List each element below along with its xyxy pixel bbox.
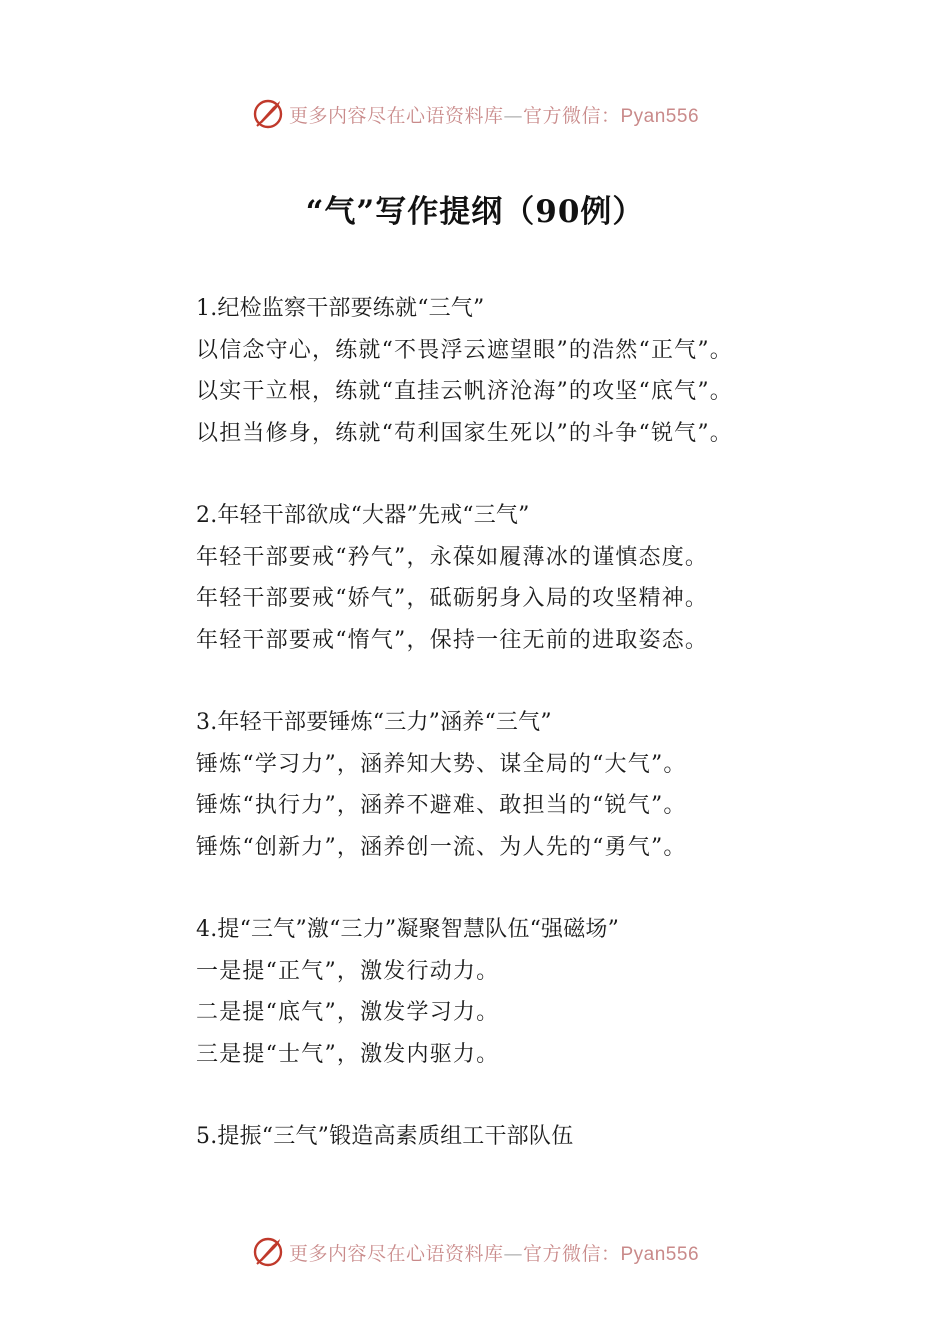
section-line: 年轻干部要戒“娇气”，砥砺躬身入局的攻坚精神。	[196, 586, 709, 611]
footer-banner-text	[289, 1239, 699, 1266]
section-line: 二是提“底气”，激发学习力。	[196, 1000, 500, 1025]
section-line: 以实干立根，练就“直挂云帆济沧海”的攻坚“底气”。	[196, 379, 733, 404]
header-banner-content	[251, 97, 699, 131]
section-5	[196, 1116, 896, 1158]
section-line: 年轻干部要戒“矜气”，永葆如履薄冰的谨慎态度。	[196, 544, 709, 570]
header-banner-text	[289, 101, 699, 128]
section-4	[196, 909, 896, 1075]
section-heading: 3.年轻干部要锤炼“三力”涵养“三气”	[196, 710, 552, 735]
banner-handle: Pyan556	[620, 105, 700, 127]
banner-separator: —	[503, 104, 523, 127]
section-line: 以担当修身，练就“苟利国家生死以”的斗争“锐气”。	[196, 420, 733, 446]
section-line: 年轻干部要戒“惰气”，保持一往无前的进取姿态。	[196, 627, 709, 653]
quill-logo-icon	[251, 1235, 285, 1269]
section-heading: 1.纪检监察干部要练就“三气”	[196, 296, 485, 321]
section-2	[196, 495, 896, 661]
section-line: 以信念守心，练就“不畏浮云遮望眼”的浩然“正气”。	[196, 337, 733, 363]
document-body	[196, 288, 896, 1199]
section-heading: 5.提振“三气”锻造高素质组工干部队伍	[196, 1124, 574, 1149]
banner-separator: —	[503, 1242, 523, 1265]
section-line: 一是提“正气”，激发行动力。	[196, 958, 500, 984]
section-line: 锤炼“执行力”，涵养不避难、敢担当的“锐气”。	[196, 793, 687, 818]
footer-banner-content	[251, 1235, 699, 1269]
banner-handle: Pyan556	[620, 1243, 700, 1265]
banner-suffix: 官方微信：	[522, 1242, 621, 1265]
banner-main-text: 更多内容尽在心语资料库	[288, 104, 504, 127]
quill-logo-icon	[251, 97, 285, 131]
document-title: “气”写作提纲（90例）	[305, 194, 645, 230]
footer-banner	[0, 1232, 950, 1272]
section-line: 锤炼“创新力”，涵养创一流、为人先的“勇气”。	[196, 834, 687, 860]
section-heading: 2.年轻干部欲成“大器”先戒“三气”	[196, 503, 530, 528]
section-line: 锤炼“学习力”，涵养知大势、谋全局的“大气”。	[196, 751, 687, 777]
section-3	[196, 702, 896, 868]
banner-main-text: 更多内容尽在心语资料库	[288, 1242, 504, 1265]
banner-suffix: 官方微信：	[522, 104, 621, 127]
section-line: 三是提“士气”，激发内驱力。	[196, 1041, 500, 1067]
section-1	[196, 288, 896, 454]
section-heading: 4.提“三气”激“三力”凝聚智慧队伍“强磁场”	[196, 917, 620, 942]
header-banner	[0, 94, 950, 134]
